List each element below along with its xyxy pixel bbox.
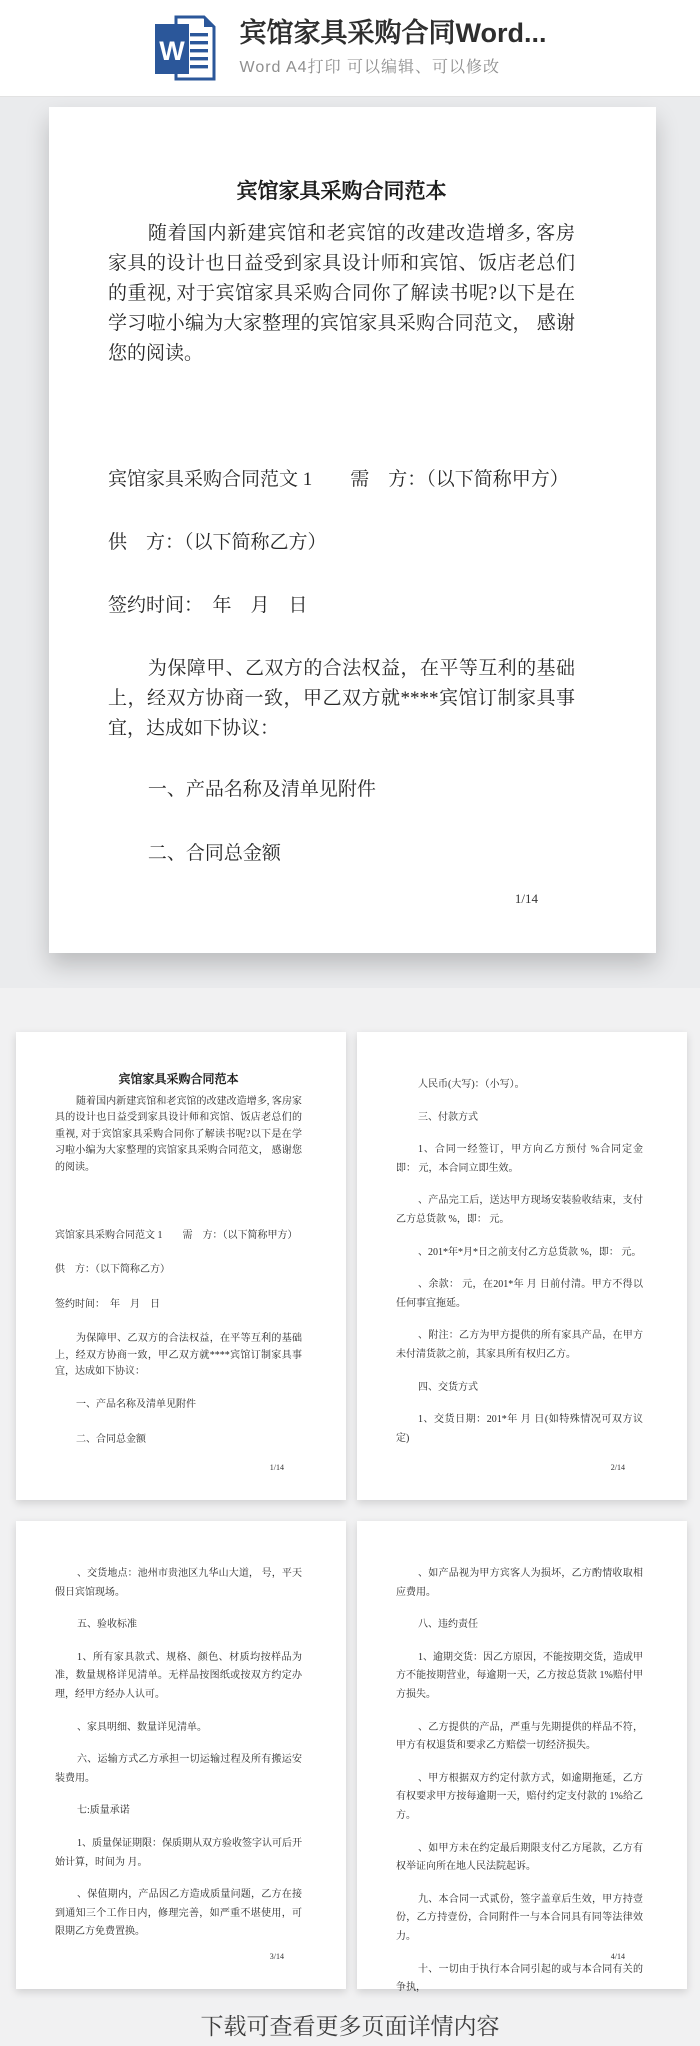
doc-paragraph: 、甲方根据双方约定付款方式，如逾期拖延，乙方有权要求甲方按每逾期一天，赔付约定支付款的 1%给乙方。 — [396, 1772, 643, 1821]
doc-paragraph: 、家具明细、数量详见清单。 — [77, 1721, 207, 1733]
contract-supplier-line: 供 方：（以下简称乙方） — [108, 532, 327, 553]
document-thumbnail-page-3[interactable] — [16, 1521, 346, 1989]
word-file-icon — [154, 13, 218, 83]
page-number: 3/14 — [269, 1952, 284, 1961]
doc-paragraph: 九、本合同一式贰份，签字盖章后生效，甲方持壹份，乙方持壹份，合同附件一与本合同具有同等法律效力。 — [396, 1893, 643, 1942]
document-thumbnail-page-2[interactable] — [357, 1032, 687, 1500]
contract-title: 宾馆家具采购合同范本 — [118, 1072, 239, 1086]
contract-sign-date-line: 签约时间： 年 月 日 — [108, 595, 308, 616]
blank-space — [108, 369, 575, 465]
doc-paragraph: 六、运输方式乙方承担一切运输过程及所有搬运安装费用。 — [55, 1754, 302, 1784]
page-number: 2/14 — [610, 1463, 625, 1472]
thumbnail-page-body — [396, 1032, 643, 1448]
header — [0, 0, 700, 97]
doc-paragraph: 、201*年*月*日之前支付乙方总货款 %，即： 元。 — [418, 1246, 642, 1258]
contract-item-1: 一、产品名称及清单见附件 — [147, 779, 376, 800]
doc-paragraph: 八、违约责任 — [418, 1619, 478, 1631]
contract-title: 宾馆家具采购合同范本 — [236, 179, 447, 203]
document-thumbnail-page-4[interactable] — [357, 1521, 687, 1994]
doc-paragraph: 、乙方提供的产品，严重与先期提供的样品不符，甲方有权退货和要求乙方赔偿一切经济损失。 — [396, 1721, 643, 1752]
contract-item-2: 二、合同总金额 — [147, 843, 281, 864]
contract-intro-paragraph: 随着国内新建宾馆和老宾馆的改建改造增多, 客房家具的设计也日益受到家具设计师和宾馆、饭店老总们的重视, 对于宾馆家具采购合同你了解读书呢?以下是在学习啦小编为大家整理的宾馆家具采购合同范文， 感谢您的阅读。 — [55, 1096, 302, 1173]
contract-agreement-intro: 为保障甲、乙双方的合法权益，在平等互利的基础上，经双方协商一致，甲乙双方就****宾馆订制家具事宜，达成如下协议： — [55, 1333, 302, 1378]
document-thumbnail-page-1[interactable] — [16, 1032, 346, 1500]
doc-paragraph: 1、交货日期：201*年 月 日(如特殊情况可双方议定) — [396, 1414, 643, 1444]
word-file-icon-graphic — [154, 13, 218, 83]
page-number: 1/14 — [269, 1463, 284, 1472]
doc-paragraph: 、保值期内，产品因乙方造成质量问题，乙方在接到通知三个工作日内，修理完善，如严重不堪使用，可限期乙方免费置换。 — [55, 1889, 302, 1938]
contract-parties-line: 宾馆家具采购合同范文 1 需 方：（以下简称甲方） — [55, 1230, 298, 1242]
contract-item-2: 二、合同总金额 — [76, 1433, 146, 1445]
doc-paragraph: 、附注：乙方为甲方提供的所有家具产品，在甲方未付清货款之前，其家具所有权归乙方。 — [396, 1330, 643, 1360]
doc-paragraph: 五、验收标准 — [77, 1619, 137, 1631]
doc-paragraph: 四、交货方式 — [418, 1381, 478, 1393]
contract-item-1: 一、产品名称及清单见附件 — [76, 1399, 196, 1411]
doc-paragraph: 1、合同一经签订，甲方向乙方预付 %合同定金即： 元，本合同立即生效。 — [396, 1144, 643, 1174]
doc-paragraph: 1、质量保证期限：保质期从双方验收签字认可后开始计算，时间为 月。 — [55, 1837, 302, 1868]
doc-paragraph: 十、一切由于执行本合同引起的或与本合同有关的争执， — [396, 1963, 643, 1994]
document-listing-subtitle: Word A4打印 可以编辑、可以修改 — [239, 59, 501, 77]
contract-parties-line: 宾馆家具采购合同范文 1 需 方：（以下简称甲方） — [108, 469, 569, 490]
document-listing-title: 宾馆家具采购合同Word... — [239, 17, 547, 48]
doc-paragraph: 、如产品视为甲方宾客人为损坏，乙方酌情收取相应费用。 — [396, 1568, 643, 1598]
contract-sign-date-line: 签约时间： 年 月 日 — [55, 1298, 160, 1310]
doc-paragraph: 三、付款方式 — [418, 1111, 478, 1123]
doc-paragraph: 1、逾期交货：因乙方原因，不能按期交货，造成甲方不能按期营业，每逾期一天，乙方按总货款 1%赔付甲方损失。 — [396, 1651, 643, 1700]
contract-intro-paragraph: 随着国内新建宾馆和老宾馆的改建改造增多, 客房家具的设计也日益受到家具设计师和宾馆、饭店老总们的重视, 对于宾馆家具采购合同你了解读书呢?以下是在学习啦小编为大家整理的宾馆家具采购合同范文， 感谢您的阅读。 — [108, 223, 575, 364]
contract-supplier-line: 供 方：（以下简称乙方） — [55, 1264, 170, 1276]
doc-paragraph: 、交货地点：池州市贵池区九华山大道， 号，平天假日宾馆现场。 — [55, 1568, 302, 1598]
doc-paragraph: 人民币(大写)：（小写）。 — [418, 1079, 525, 1090]
doc-paragraph: 、如甲方未在约定最后期限支付乙方尾款，乙方有权举证向所在地人民法院起诉。 — [396, 1842, 643, 1873]
header-text — [240, 19, 547, 78]
doc-paragraph: 、余款： 元，在201*年 月 日前付清。甲方不得以任何事宜拖延。 — [396, 1279, 643, 1309]
document-preview-page-1[interactable] — [49, 107, 656, 953]
doc-paragraph: 、产品完工后，送达甲方现场安装验收结束，支付乙方总货款 %，即： 元。 — [396, 1195, 643, 1225]
contract-agreement-intro: 为保障甲、乙双方的合法权益，在平等互利的基础上，经双方协商一致，甲乙双方就****宾馆订制家具事宜，达成如下协议： — [108, 658, 575, 739]
page-number: 4/14 — [610, 1952, 625, 1961]
doc-paragraph: 1、所有家具款式、规格、颜色、材质均按样品为准，数量规格详见清单。无样品按图纸或按双方约定办理，经甲方经办人认可。 — [55, 1651, 302, 1700]
thumbnail-page-body — [55, 1521, 302, 1942]
doc-paragraph: 七:质量承诺 — [77, 1805, 130, 1817]
download-hint-text: 下载可查看更多页面详情内容 — [200, 2013, 500, 2039]
svg-text:W: W — [158, 36, 185, 66]
page-number: 1/14 — [514, 891, 538, 906]
thumbnail-page-body — [396, 1521, 643, 1998]
blank-space — [55, 1176, 302, 1228]
